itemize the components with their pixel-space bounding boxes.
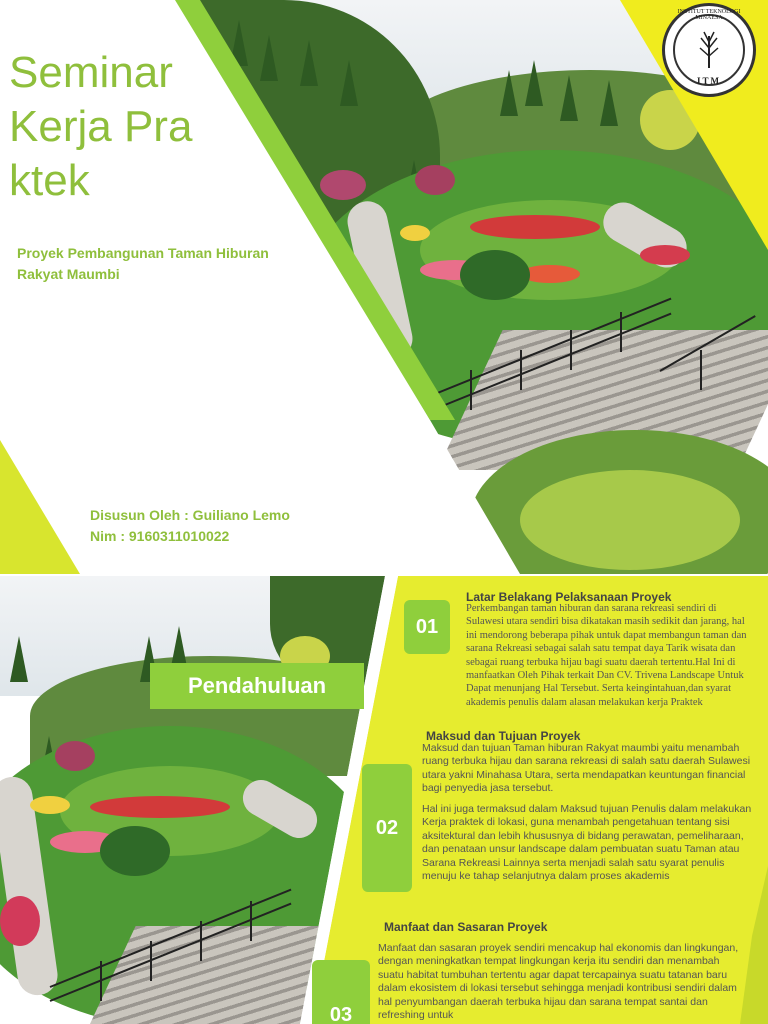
section-body-02b: Hal ini juga termaksud dalam Maksud tujuan Penulis dalam melakukan Kerja praktek di lokasi, guna menambah pengetahuan tentang sisi aksitektural dan lebih khususnya di bidang perawatan, pemeliharaan, dan penataan unsur landscape dalam pembuatan suatu Taman atau Sarana Rekreasi Lainnya serta menjadi salah satu syarat penulis menuju ke tahap selanjutnya dalam proses akademis <box>422 803 752 883</box>
institution-logo <box>662 3 756 97</box>
author-block <box>90 505 290 547</box>
nim-line: Nim : 9160311010022 <box>90 528 230 544</box>
plant-emblem-icon <box>699 28 719 68</box>
section-title-01: Latar Belakang Pelaksanaan Proyek <box>466 590 672 604</box>
section-title-03: Manfaat dan Sasaran Proyek <box>384 920 548 934</box>
section-body-03: Manfaat dan sasaran proyek sendiri mencakup hal ekonomis dan lingkungan, dengan meningkatkan tempat lingkungan kerja itu sendiri dan menambah suatu habitat tumbuhan tertentu agar dapat tercapainya suatu tatanan baru dalam ekosistem di lokasi tersebut sehingga menjadi kontribusi sendiri dalam hal penyumbangan daerah terbuka hijau dan sarana tempat santai dan refreshing untuk <box>378 942 739 1022</box>
section-heading: Pendahuluan <box>150 663 364 709</box>
logo-top-text: INSTITUT TEKNOLOGI MINAESA <box>677 9 741 21</box>
section-body-01: Perkembangan taman hiburan dan sarana rekreasi sendiri di Sulawesi utara sendiri bisa dikatakan masih sedikit dan jarang, hal ini mendorong beberapa pihak untuk dapat membangun taman dan sarana Rekreasi sebagai salah satu tempat daya Tarik wisata dan sebagai ruang terbuka hijau bagi suatu daerah tertentu.Hal Ini di manfaatkan Oleh Pihak terkait Dan CV. Trivena Landscape Untuk Dapat menunjang Hal Tersebut. Serta keingintahuan,dan syarat akademis penulis dalam alasan melakukan kerja Praktek <box>466 603 747 708</box>
section-title-02: Maksud dan Tujuan Proyek <box>426 729 581 743</box>
presentation-title: Seminar Kerja Pra ktek <box>9 48 193 205</box>
author-line: Disusun Oleh : Guiliano Lemo <box>90 507 290 523</box>
introduction-slide <box>0 576 768 1024</box>
section-number-02: 02 <box>362 764 412 892</box>
section-number-01: 01 <box>404 600 450 654</box>
presentation-subtitle: Proyek Pembangunan Taman Hiburan Rakyat Maumbi <box>17 245 269 282</box>
section-number-03: 03 <box>312 960 370 1024</box>
lime-corner-triangle <box>0 440 80 574</box>
logo-bottom-text: ITM <box>697 76 721 86</box>
section-body-02a: Maksud dan tujuan Taman hiburan Rakyat maumbi yaitu menambah ruang terbuka hijau dan sarana rekreasi di salah satu daerah Sulawesi utara yakni Minahasa Utara, serta mendapatkan keuntungan financial bagi penyedia jasa tersebut. <box>422 742 751 795</box>
